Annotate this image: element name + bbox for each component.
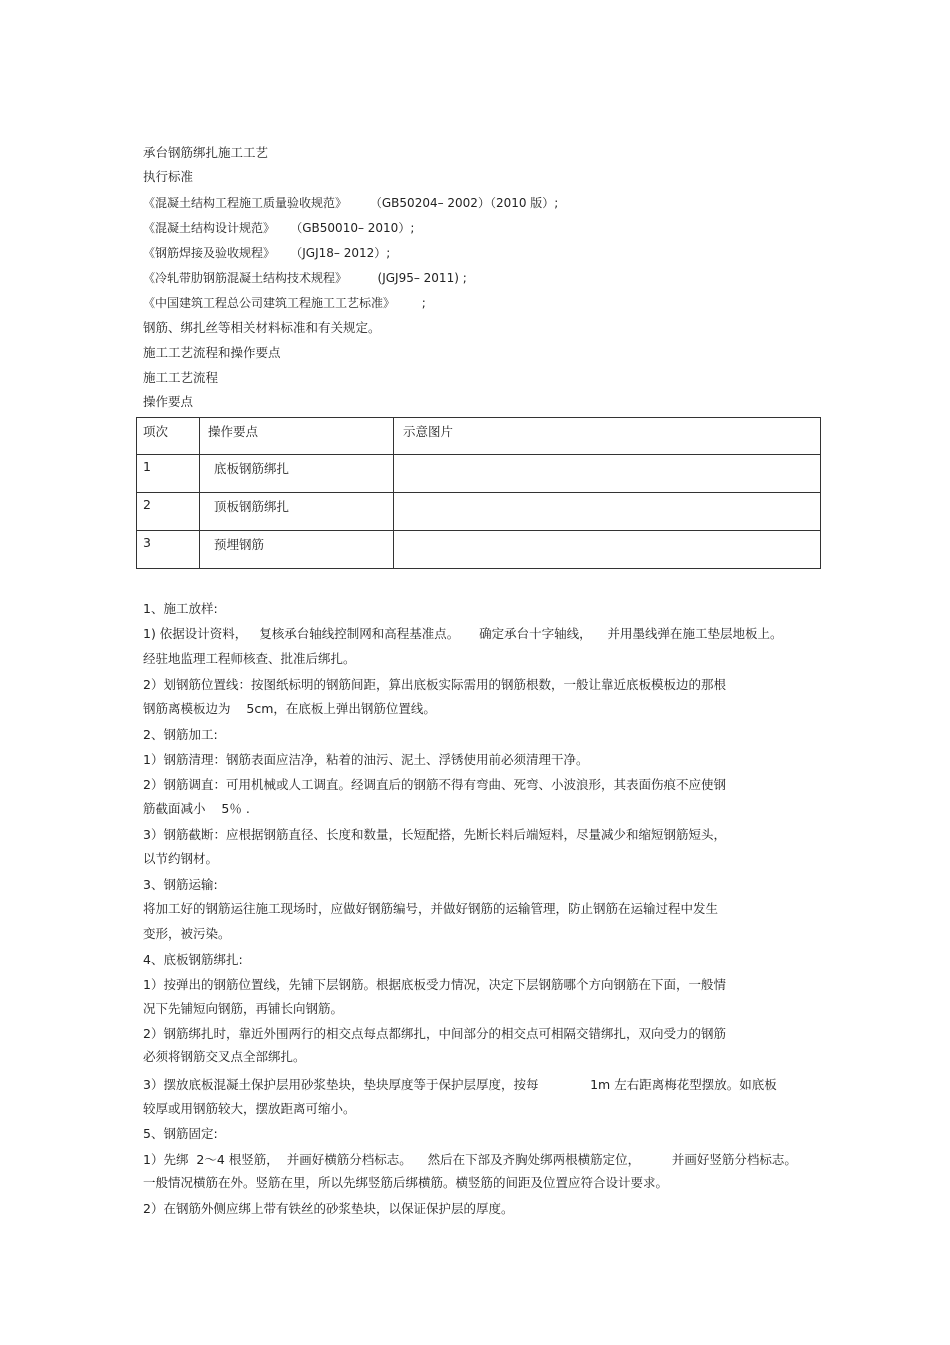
body-line: 经驻地监理工程师核查、批准后绑扎。 <box>143 651 356 666</box>
table-cell-image <box>394 531 821 569</box>
standard-item: 钢筋、绑扎丝等相关材料标准和有关规定。 <box>143 320 381 335</box>
table-cell-item: 预埋钢筋 <box>200 531 394 569</box>
body-line: 较厚或用钢筋较大，摆放距离可缩小。 <box>143 1101 356 1116</box>
body-line: 将加工好的钢筋运往施工现场时，应做好钢筋编号，并做好钢筋的运输管理，防止钢筋在运输过程中发生 <box>143 901 719 916</box>
body-line: 4、底板钢筋绑扎: <box>143 952 243 967</box>
body-line: 钢筋离模板边为 5cm，在底板上弹出钢筋位置线。 <box>143 701 436 716</box>
table-header-cell: 项次 <box>137 418 200 455</box>
body-line: 3）钢筋截断：应根据钢筋直径、长度和数量，长短配搭，先断长料后端短料，尽量减少和缩短钢筋短头， <box>143 827 726 842</box>
table-row <box>137 493 821 531</box>
table-header-row <box>137 418 821 455</box>
section-heading-standard: 执行标准 <box>143 169 194 184</box>
body-line: 5、钢筋固定: <box>143 1126 218 1141</box>
table-header-cell: 示意图片 <box>394 418 821 455</box>
standard-item: 《中国建筑工程总公司建筑工程施工工艺标准》 ; <box>143 296 426 310</box>
section-heading-points: 操作要点 <box>143 394 194 409</box>
table-cell-image <box>394 455 821 493</box>
section-heading-flow: 施工工艺流程 <box>143 370 219 385</box>
standard-item: 《钢筋焊接及验收规程》 （JGJ18– 2012）; <box>143 246 391 260</box>
standard-item: 《混凝土结构工程施工质量验收规范》 （GB50204– 2002）（2010 版）; <box>143 196 559 210</box>
body-line: 1、施工放样: <box>143 601 218 616</box>
table-header-cell: 操作要点 <box>200 418 394 455</box>
body-line: 3）摆放底板混凝土保护层用砂浆垫块，垫块厚度等于保护层厚度，按每 1m 左右距离梅花型摆放。如底板 <box>143 1077 777 1092</box>
page-title: 承台钢筋绑扎施工工艺 <box>143 145 269 160</box>
body-line: 筋截面减小 5％ . <box>143 801 250 816</box>
body-line: 一般情况横筋在外。竖筋在里，所以先绑竖筋后绑横筋。横竖筋的间距及位置应符合设计要求。 <box>143 1175 669 1190</box>
body-line: 必须将钢筋交叉点全部绑扎。 <box>143 1049 306 1064</box>
body-line: 以节约钢材。 <box>143 851 219 866</box>
body-line: 2）划钢筋位置线：按图纸标明的钢筋间距，算出底板实际需用的钢筋根数，一般让靠近底板模板边的那根 <box>143 677 726 692</box>
operation-points-table <box>136 417 821 569</box>
body-line: 2）钢筋调直：可用机械或人工调直。经调直后的钢筋不得有弯曲、死弯、小波浪形，其表面伤痕不应使钢 <box>143 777 726 792</box>
body-line: 1) 依据设计资料， 复核承台轴线控制网和高程基准点。 确定承台十字轴线， 并用墨线弹在施工垫层地板上。 <box>143 626 783 641</box>
table-row <box>137 531 821 569</box>
table-row <box>137 455 821 493</box>
standard-item: 《冷轧带肋钢筋混凝土结构技术规程》 (JGJ95– 2011) ; <box>143 271 467 285</box>
standard-item: 《混凝土结构设计规范》 （GB50010– 2010）; <box>143 221 415 235</box>
body-line: 3、钢筋运输: <box>143 877 218 892</box>
body-line: 2）在钢筋外侧应绑上带有铁丝的砂浆垫块，以保证保护层的厚度。 <box>143 1201 514 1216</box>
body-line: 况下先铺短向钢筋，再铺长向钢筋。 <box>143 1001 344 1016</box>
table-cell-no: 1 <box>137 455 200 493</box>
section-heading-flow-points: 施工工艺流程和操作要点 <box>143 345 281 360</box>
table-cell-image <box>394 493 821 531</box>
body-line: 1）钢筋清理：钢筋表面应洁净，粘着的油污、泥土、浮锈使用前必须清理干净。 <box>143 752 589 767</box>
table-cell-no: 3 <box>137 531 200 569</box>
body-line: 2、钢筋加工: <box>143 727 218 742</box>
body-line: 1）先绑 2～4 根竖筋， 并画好横筋分档标志。 然后在下部及齐胸处绑两根横筋定位， 并画好竖筋分档标志。 <box>143 1152 797 1167</box>
body-line: 2）钢筋绑扎时，靠近外围两行的相交点每点都绑扎，中间部分的相交点可相隔交错绑扎，双向受力的钢筋 <box>143 1026 726 1041</box>
table-cell-item: 底板钢筋绑扎 <box>200 455 394 493</box>
table-cell-no: 2 <box>137 493 200 531</box>
table-cell-item: 顶板钢筋绑扎 <box>200 493 394 531</box>
body-line: 1）按弹出的钢筋位置线，先铺下层钢筋。根据底板受力情况，决定下层钢筋哪个方向钢筋在下面，一般情 <box>143 977 726 992</box>
body-line: 变形，被污染。 <box>143 926 231 941</box>
